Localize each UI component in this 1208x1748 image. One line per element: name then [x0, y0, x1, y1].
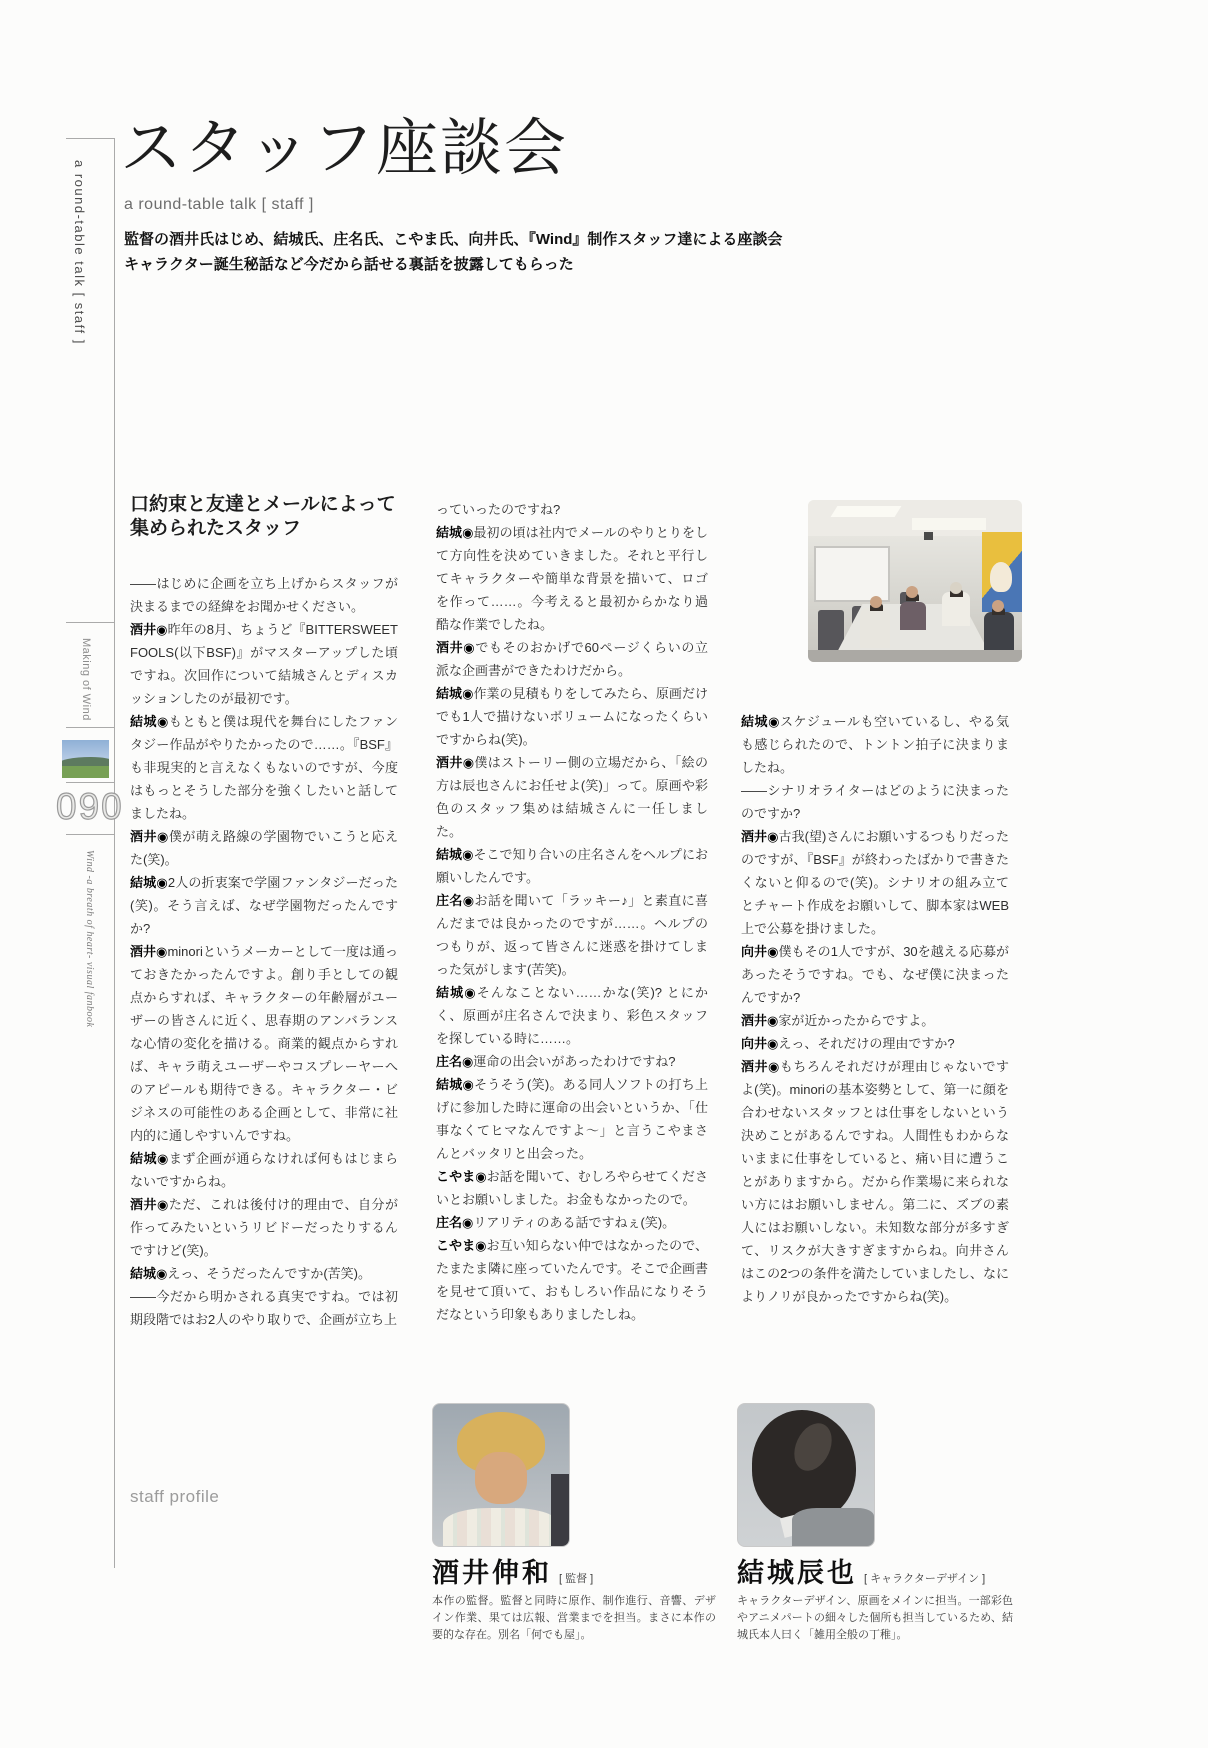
photo-person-head: [870, 596, 882, 608]
speaker-name: 向井◉: [741, 944, 779, 959]
making-of-wind-label: Making of Wind: [80, 638, 92, 721]
intro-text: [124, 228, 782, 278]
dialogue-paragraph: こやま◉お話を聞いて、むしろやらせてくださいとお願いしました。お金もなかったので。: [436, 1169, 708, 1207]
speaker-name: 酒井◉: [130, 622, 168, 637]
photo-person-head: [950, 582, 962, 594]
speaker-name: 庄名◉: [436, 893, 475, 908]
page-subtitle: a round-table talk [ staff ]: [124, 196, 314, 213]
intro-line-2: キャラクター誕生秘話など今だから話せる裏話を披露してもらった: [124, 255, 574, 273]
sidebar-section-label: a round-table talk [ staff ]: [72, 160, 87, 345]
meeting-room-photo: [808, 500, 1022, 662]
dialogue-paragraph: 結城◉そこで知り合いの庄名さんをヘルプにお願いしたんです。: [436, 847, 708, 885]
profile-name: [432, 1551, 593, 1590]
dialogue-paragraph: 庄名◉お話を聞いて「ラッキー♪」と素直に喜んだまでは良かったのですが……。ヘルプのつもりが、返って皆さんに迷惑を掛けてしまった気がします(苦笑)。: [436, 893, 709, 977]
photo-person: [942, 592, 970, 626]
profile-name-text: 結城辰也: [737, 1558, 857, 1588]
dialogue-paragraph: 庄名◉リアリティのある話ですねぇ(笑)。: [436, 1215, 676, 1230]
profile-name-text: 酒井伸和: [432, 1558, 552, 1588]
dialogue-paragraph: 結城◉そうそう(笑)。ある同人ソフトの打ち上げに参加した時に運命の出会いというか、「仕事なくてヒマなんですよ〜」と言うこやまさんとバッタリと出会った。: [436, 1077, 708, 1161]
photo-person-head: [992, 600, 1004, 612]
speaker-name: 酒井◉: [436, 640, 476, 655]
dialogue-paragraph: 酒井◉古我(望)さんにお願いするつもりだったのですが、『BSF』が終わったばかりで書きたくないと仰るので(笑)。シナリオの組み立てとチャート作成をお願いして、脚本家はWEB上で公募を掛けました。: [741, 829, 1010, 936]
dialogue-paragraph: 酒井◉家が近かったからですよ。: [741, 1013, 935, 1028]
speaker-name: 庄名◉: [436, 1215, 474, 1230]
speaker-name: 酒井◉: [741, 1059, 780, 1074]
profile-photo-sakai: [432, 1403, 570, 1547]
speaker-name: 結城◉: [130, 714, 169, 729]
dialogue-paragraph: 酒井◉昨年の8月、ちょうど『BITTERSWEET FOOLS(以下BSF)』がマスターアップした頃ですね。次回作について結城さんとディスカッションしたのが最初です。: [130, 622, 399, 706]
profile-bio: 本作の監督。監督と同時に原作、制作進行、音響、デザイン作業、果ては広報、営業までを担当。まさに本作の要的な存在。別名「何でも屋」。: [432, 1595, 716, 1641]
page-title: スタッフ座談会: [120, 114, 569, 183]
landscape-thumbnail-photo: [62, 740, 109, 778]
photo-whiteboard: [814, 546, 890, 602]
photo-person: [860, 608, 890, 648]
dialogue-paragraph: 結城◉2人の折衷案で学園ファンタジーだった(笑)。そう言えば、なぜ学園物だったんですか?: [130, 875, 399, 936]
speaker-name: 結城◉: [130, 1151, 169, 1166]
dialogue-paragraph: 酒井◉僕が萌え路線の学園物でいこうと応えた(笑)。: [130, 829, 398, 867]
photo-speaker-box: [924, 532, 933, 540]
profile-role: [ キャラクターデザイン ]: [864, 1573, 986, 1585]
profile-bio: キャラクターデザイン、原画をメインに担当。一部彩色やアニメパートの細々した個所も担当しているため、結城氏本人曰く「雑用全般の丁稚」。: [737, 1595, 1013, 1641]
interview-column-1: [130, 493, 398, 1331]
sidebar-tick: [66, 727, 114, 728]
sidebar-tick: [66, 782, 114, 783]
speaker-name: 結城◉: [741, 714, 780, 729]
speaker-name: 酒井◉: [436, 755, 475, 770]
interview-column-2: [436, 498, 708, 1326]
dialogue-paragraph: 庄名◉運命の出会いがあったわけですね?: [436, 1054, 676, 1069]
intro-line-1: 監督の酒井氏はじめ、結城氏、庄名氏、こやま氏、向井氏、『Wind』制作スタッフ達による座談会: [124, 231, 783, 248]
dialogue-column-body: [130, 572, 398, 1331]
dialogue-paragraph: 結城◉えっ、そうだったんですか(苦笑)。: [130, 1266, 372, 1281]
dialogue-paragraph: 結城◉スケジュールも空いているし、やる気も感じられたので、トントン拍子に決まりましたね。: [741, 714, 1009, 775]
dialogue-paragraph: 酒井◉でもそのおかげで60ページくらいの立派な企画書ができたわけだから。: [436, 640, 708, 678]
speaker-name: 結城◉: [436, 686, 474, 701]
speaker-name: こやま◉: [436, 1169, 487, 1184]
page-number: 090: [56, 786, 124, 827]
dialogue-paragraph: 結城◉まず企画が通らなければ何もはじまらないですからね。: [130, 1151, 398, 1189]
dialogue-paragraph: 結城◉そんなことない……かな(笑)? とにかく、原画が庄名さんで決まり、彩色スタッフを探している時に……。: [436, 985, 708, 1046]
speaker-name: 酒井◉: [130, 829, 169, 844]
dialogue-paragraph: 向井◉えっ、それだけの理由ですか?: [741, 1036, 955, 1051]
fanbook-script-label: Wind -a breath of heart- visual fanbook: [84, 850, 95, 1028]
speaker-name: こやま◉: [436, 1238, 487, 1253]
photo-ceiling-light: [831, 506, 902, 517]
profile-name: [737, 1551, 985, 1590]
dialogue-paragraph: ——今だから明かされる真実ですね。では初期段階ではお2人のやり取りで、企画が立ち上: [130, 1289, 398, 1327]
thumbnail-field: [62, 766, 109, 778]
interview-column-3: [741, 710, 1009, 1308]
photo-person: [900, 602, 926, 630]
speaker-name: 結城◉: [130, 1266, 168, 1281]
photo-shirt: [443, 1508, 559, 1547]
dialogue-paragraph: 結城◉最初の頃は社内でメールのやりとりをして方向性を決めていきました。それと平行してキャラクターや簡単な背景を描いて、ロゴを作って……。今考えると最初からかなり過酷な作業でしたね。: [436, 525, 708, 632]
speaker-name: 結城◉: [436, 1077, 475, 1092]
speaker-name: 向井◉: [741, 1036, 779, 1051]
speaker-name: 庄名◉: [436, 1054, 474, 1069]
speaker-name: 結城◉: [436, 985, 477, 1000]
dialogue-paragraph: 結城◉もともと僕は現代を舞台にしたファンタジー作品がやりたかったので……。『BSF』も非現実的と言えなくもないのですが、今度はもっとそうした部分を強くしたいと話してましたね。: [130, 714, 399, 821]
speaker-name: 結城◉: [436, 847, 474, 862]
staff-profile-label: staff profile: [130, 1487, 220, 1506]
photo-floor: [808, 650, 1022, 662]
speaker-name: 結城◉: [130, 875, 168, 890]
section-heading: 口約束と友達とメールによって集められたスタッフ: [130, 494, 396, 539]
sidebar-tick: [66, 834, 114, 835]
speaker-name: 酒井◉: [741, 1013, 779, 1028]
photo-person-head: [906, 586, 918, 598]
dialogue-paragraph: 結城◉作業の見積もりをしてみたら、原画だけでも1人で描けないボリュームになったくらいですからね(笑)。: [436, 686, 708, 747]
photo-chair-edge: [551, 1474, 569, 1546]
dialogue-paragraph: 酒井◉もちろんそれだけが理由じゃないですよ(笑)。minoriの基本姿勢として、第一に顔を合わせないスタッフとは仕事をしないという決めことがあるんですね。人間性もわからないままに仕事をしていると、痛い目に遭うことがありますから。だから作業場に来られない方にはお願いしません。第二に、ズブの素人にはお願いしない。未知数な部分が多すぎて、リスクが大きすぎますからね。向井さんはこの2つの条件を満たしていましたし、なによりノリが良かったですからね(笑)。: [741, 1059, 1009, 1304]
speaker-name: 結城◉: [436, 525, 474, 540]
photo-person: [984, 612, 1014, 652]
photo-anime-poster: [982, 532, 1022, 612]
speaker-name: 酒井◉: [130, 944, 168, 959]
dialogue-paragraph: 酒井◉僕はストーリー側の立場だから、「絵の方は辰也さんにお任せよ(笑)」って。原画や彩色のスタッフ集めは結城さんに一任しました。: [436, 755, 708, 839]
profile-photo-yuuki: [737, 1403, 875, 1547]
sidebar-rule: [114, 138, 115, 1568]
poster-character-face: [990, 562, 1012, 592]
photo-ceiling-light: [912, 518, 986, 530]
dialogue-paragraph: 酒井◉minoriというメーカーとして一度は通っておきたかったんですよ。創り手としての観点からすれば、キャラクターの年齢層がユーザーの皆さんに近く、思春期のアンバランスな心情の変化を描ける。商業的観点からすれば、キャラ萌えユーザーやコスプレーヤーへのアピールも期待できる。キャラクター・ビジネスの可能性のある企画として、非常に社内的に通しやすいんですね。: [130, 944, 399, 1143]
sidebar-tick: [66, 138, 114, 139]
dialogue-paragraph: っていったのですね?: [436, 502, 561, 517]
dialogue-paragraph: 酒井◉ただ、これは後付け的理由で、自分が作ってみたいというリビドーだったりするんですけど(笑)。: [130, 1197, 399, 1258]
dialogue-paragraph: ——はじめに企画を立ち上げからスタッフが決まるまでの経緯をお聞かせください。: [130, 576, 398, 614]
dialogue-paragraph: ——シナリオライターはどのように決まったのですか?: [741, 783, 1009, 821]
sidebar-tick: [66, 622, 114, 623]
speaker-name: 酒井◉: [130, 1197, 169, 1212]
photo-shoulder: [792, 1508, 874, 1547]
dialogue-paragraph: 向井◉僕もその1人ですが、30を越える応募があったそうですね。でも、なぜ僕に決まったんですか?: [741, 944, 1010, 1005]
profile-role: [ 監督 ]: [559, 1573, 594, 1585]
photo-face: [475, 1452, 527, 1504]
speaker-name: 酒井◉: [741, 829, 779, 844]
dialogue-paragraph: こやま◉お互い知らない仲ではなかったので、たまたま隣に座っていたんです。そこで企画書を見せて頂いて、おもしろい作品になりそうだなという印象もありましたしね。: [436, 1238, 708, 1322]
